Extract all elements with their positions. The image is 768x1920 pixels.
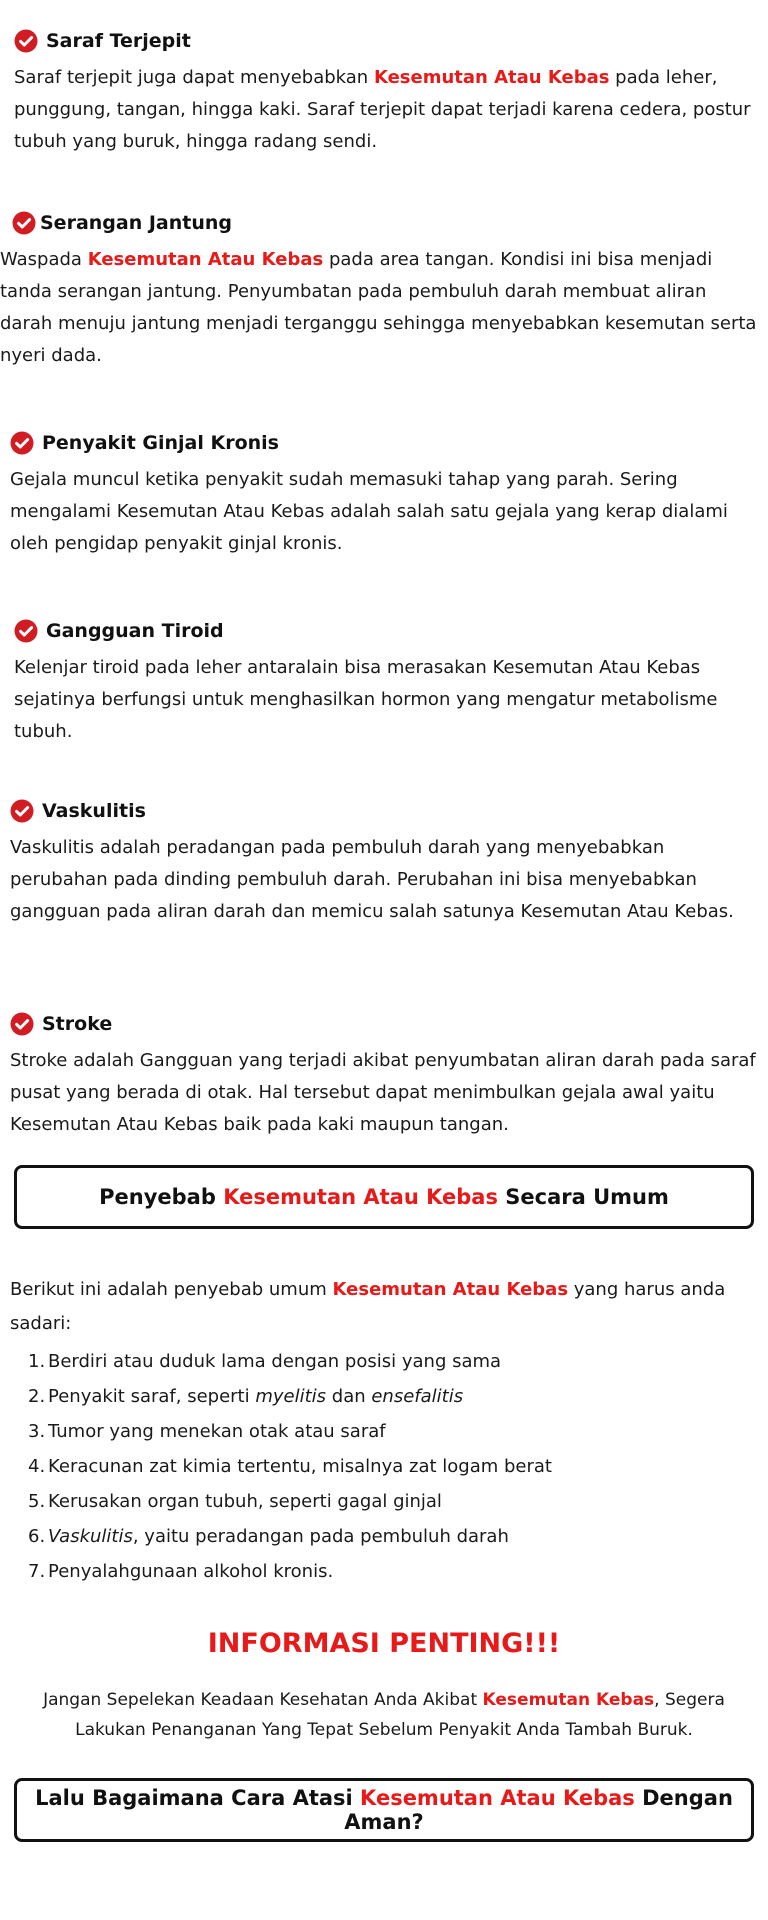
section-heading (0, 618, 768, 644)
causes-list (28, 1344, 748, 1589)
list-text: Tumor yang menekan otak atau saraf (48, 1421, 386, 1442)
section-paragraph (0, 244, 768, 372)
section-saraf-terjepit (0, 28, 768, 158)
italic-term: ensefalitis (371, 1386, 464, 1407)
section-heading-text: Stroke (42, 1013, 113, 1035)
box-title-part: Secara Umum (497, 1185, 669, 1209)
list-item (28, 1414, 748, 1449)
check-circle-icon (12, 211, 36, 235)
section-paragraph: Stroke adalah Gangguan yang terjadi akibat penyumbatan aliran darah pada saraf pusat yang berada di otak. Hal tersebut dapat menimbulkan gejala awal yaitu Kesemutan Atau Kebas baik pada kaki maupun tangan. (10, 1050, 756, 1135)
section-heading-text: Saraf Terjepit (46, 30, 191, 52)
italic-term: myelitis (255, 1386, 327, 1407)
list-item (28, 1379, 748, 1414)
box-title-part: Dengan Aman? (344, 1786, 733, 1834)
section-heading-text: Vaskulitis (42, 800, 146, 822)
list-number: 7. (28, 1561, 46, 1582)
list-number: 5. (28, 1491, 46, 1512)
list-item (28, 1344, 748, 1379)
howto-title-box (14, 1778, 754, 1842)
box-title-part: Penyebab (99, 1185, 224, 1209)
list-number: 4. (28, 1456, 46, 1477)
check-circle-icon (14, 29, 38, 53)
list-text: Berdiri atau duduk lama dengan posisi yang sama (48, 1351, 502, 1372)
paragraph-text: , Segera Lakukan Penanganan Yang Tepat Sebelum Penyakit Anda Tambah Buruk. (75, 1690, 725, 1740)
section-stroke (0, 1011, 768, 1141)
general-causes-title-box (14, 1165, 754, 1229)
section-heading (0, 798, 768, 824)
general-intro (10, 1273, 758, 1341)
list-text-part: dan (326, 1386, 372, 1407)
section-heading (0, 28, 768, 54)
list-text: Keracunan zat kimia tertentu, misalnya zat logam berat (48, 1456, 552, 1477)
section-heading (0, 210, 768, 236)
section-serangan-jantung (0, 210, 768, 372)
section-vaskulitis (0, 798, 768, 928)
list-number: 2. (28, 1386, 46, 1407)
section-paragraph: Gejala muncul ketika penyakit sudah memasuki tahap yang parah. Sering mengalami Kesemutan Atau Kebas adalah salah satu gejala yang kerap dialami oleh pengidap penyakit ginjal kronis. (10, 469, 728, 554)
list-text-part: Penyakit saraf, seperti (48, 1386, 256, 1407)
highlight-text: Kesemutan Kebas (482, 1690, 655, 1710)
highlight-text: Kesemutan Atau Kebas (360, 1786, 635, 1810)
list-item (28, 1519, 748, 1554)
list-item (28, 1484, 748, 1519)
list-item (28, 1554, 748, 1589)
box-title-text (17, 1786, 751, 1834)
highlight-text: Kesemutan Atau Kebas (373, 67, 610, 88)
highlight-text: Kesemutan Atau Kebas (332, 1279, 569, 1300)
section-ginjal-kronis (0, 430, 768, 560)
list-number: 3. (28, 1421, 46, 1442)
paragraph-text: Jangan Sepelekan Keadaan Kesehatan Anda Akibat (43, 1690, 483, 1710)
list-text: Penyalahgunaan alkohol kronis. (48, 1561, 334, 1582)
check-circle-icon (10, 431, 34, 455)
check-circle-icon (14, 619, 38, 643)
list-number: 1. (28, 1351, 46, 1372)
section-paragraph (0, 62, 768, 158)
section-paragraph: Vaskulitis adalah peradangan pada pembuluh darah yang menyebabkan perubahan pada dinding pembuluh darah. Perubahan ini bisa menyebabkan gangguan pada aliran darah dan memicu salah satunya Kesemutan Atau Kebas. (10, 837, 734, 922)
paragraph-text: Berikut ini adalah penyebab umum (10, 1279, 333, 1300)
paragraph-text: pada leher, punggung, tangan, hingga kaki. Saraf terjepit dapat terjadi karena cedera, postur tubuh yang buruk, hingga radang sendi. (14, 67, 751, 152)
section-paragraph: Kelenjar tiroid pada leher antaralain bisa merasakan Kesemutan Atau Kebas sejatinya berfungsi untuk menghasilkan hormon yang mengatur metabolisme tubuh. (14, 657, 718, 742)
italic-term: Vaskulitis (48, 1526, 133, 1547)
section-gangguan-tiroid (0, 618, 768, 748)
info-body (16, 1685, 752, 1745)
highlight-text: Kesemutan Atau Kebas (223, 1185, 498, 1209)
paragraph-text: pada area tangan. Kondisi ini bisa menjadi tanda serangan jantung. Penyumbatan pada pembuluh darah membuat aliran darah menuju jantung menjadi terganggu sehingga menyebabkan kesemutan serta nyeri dada. (0, 249, 757, 366)
check-circle-icon (10, 1012, 34, 1036)
section-heading-text: Serangan Jantung (40, 212, 233, 234)
box-title-text (99, 1185, 669, 1209)
paragraph-text: Waspada (0, 249, 88, 270)
list-text-part: , yaitu peradangan pada pembuluh darah (132, 1526, 509, 1547)
highlight-text: Kesemutan Atau Kebas (87, 249, 324, 270)
section-heading-text: Gangguan Tiroid (46, 620, 224, 642)
list-text: Kerusakan organ tubuh, seperti gagal ginjal (48, 1491, 442, 1512)
section-heading-text: Penyakit Ginjal Kronis (42, 432, 279, 454)
box-title-part: Lalu Bagaimana Cara Atasi (35, 1786, 361, 1810)
section-heading (0, 430, 768, 456)
list-number: 6. (28, 1526, 46, 1547)
list-text (48, 1379, 463, 1414)
paragraph-text: Saraf terjepit juga dapat menyebabkan (14, 67, 374, 88)
info-title: INFORMASI PENTING!!! (207, 1628, 561, 1659)
section-heading (0, 1011, 768, 1037)
check-circle-icon (10, 799, 34, 823)
list-item (28, 1449, 748, 1484)
list-text (48, 1519, 509, 1554)
paragraph-text: yang harus anda sadari: (10, 1279, 726, 1334)
